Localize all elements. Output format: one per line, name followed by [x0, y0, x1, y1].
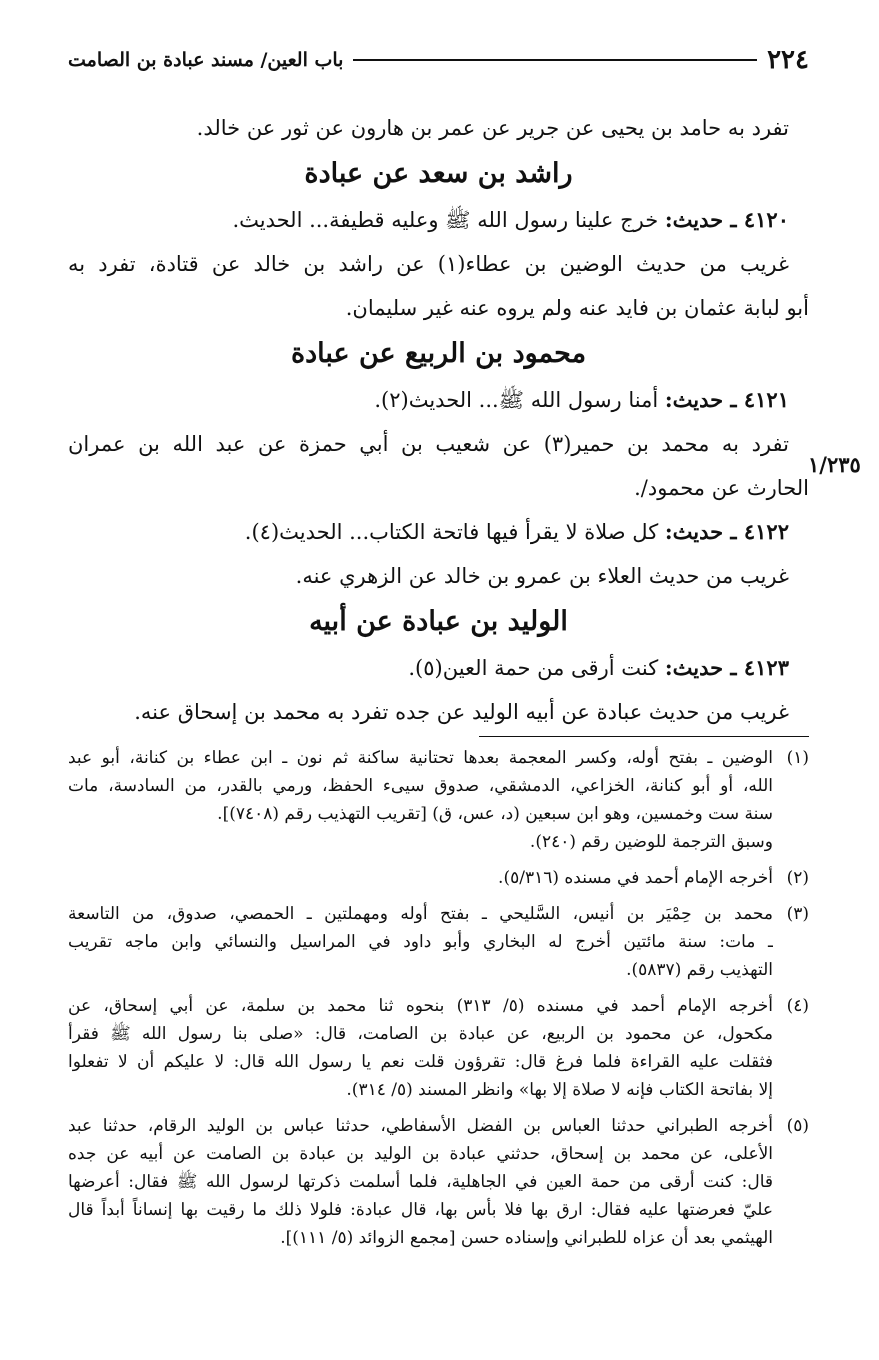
footnote-line: سنة ست وخمسين، وهو ابن سبعين (د، عس، ق) [تقريب التهذيب رقم (٧٤٠٨)]. [217, 804, 773, 824]
footnote-line: أخرجه الطبراني حدثنا العباس بن الفضل الأسفاطي، حدثنا عباس بن الوليد الرقام، حدثنا عبد [68, 1116, 773, 1136]
footnote-number: (٢) [786, 868, 809, 888]
footnote-line: وسبق الترجمة للوضين رقم (٢٤٠). [529, 832, 773, 852]
footnote-1 [68, 744, 809, 856]
hadith-number: ٤١٢٣ ـ حديث: [664, 655, 789, 680]
main-text [68, 106, 809, 734]
footnote-number: (٣) [786, 904, 809, 924]
footnote-number: (٤) [786, 996, 809, 1016]
section-heading: راشد بن سعد عن عبادة [304, 158, 573, 189]
footnote-line: أخرجه الإمام أحمد في مسنده (٥/٣١٦). [498, 868, 773, 888]
footnote-body [68, 864, 773, 892]
footnote-body [68, 744, 773, 856]
hadith-entry-4123 [68, 646, 809, 690]
text-line: غريب من حديث الوضين بن عطاء(١) عن راشد بن خالد عن قتادة، تفرد به [68, 252, 789, 276]
footnote-line: قال: كنت أرقى من حمة العين في الجاهلية، فلما أسلمت ذكرتها لرسول الله ﷺ فقال: أعرضها [68, 1172, 773, 1192]
footnote-line: إلا بفاتحة الكتاب فإنه لا صلاة إلا بها» وانظر المسند (٥/ ٣١٤). [346, 1080, 773, 1100]
hadith-number: ٤١٢٠ ـ حديث: [664, 207, 789, 232]
text-line: تفرد به حامد بن يحيى عن جرير عن عمر بن هارون عن ثور عن خالد. [196, 116, 789, 140]
page-number: ٢٢٤ [767, 45, 809, 75]
footnote-line: الله، أو أبو كنانة، الخزاعي، الدمشقي، صدوق سيىء الحفظ، ورمي بالقدر، من السادسة، مات [68, 776, 773, 796]
footnote-4 [68, 992, 809, 1104]
section-heading: محمود بن الربيع عن عبادة [290, 338, 587, 369]
footnote-2 [68, 864, 809, 892]
text-line: غريب من حديث عبادة عن أبيه الوليد عن جده تفرد به محمد بن إسحاق عنه. [134, 700, 789, 724]
text-line: غريب من حديث العلاء بن عمرو بن خالد عن الزهري عنه. [295, 564, 789, 588]
footnote-5 [68, 1112, 809, 1252]
hadith-entry-4122 [68, 510, 809, 554]
footnote-line: أخرجه الإمام أحمد في مسنده (٥/ ٣١٣) بنحوه ثنا محمد بن سلمة، عن أبي إسحاق، عن [68, 996, 773, 1016]
footnote-number: (٥) [786, 1116, 809, 1136]
section-heading: الوليد بن عبادة عن أبيه [309, 606, 568, 637]
footnote-line: ـ مات: سنة مائتين أخرج له البخاري وأبو داود في المراسيل والنسائي وابن ماجه تقريب [68, 932, 773, 952]
footnote-line: فثقلت عليه القراءة فلما فرغ قال: تقرؤون قلت نعم يا رسول الله قال: لا عليكم أن لا تفعلوا [68, 1052, 773, 1072]
footnote-line: الأعلى، عن محمد بن إسحاق، حدثني عبادة بن الوليد بن عبادة بن الصامت عن أبيه عن جده [68, 1144, 773, 1164]
hadith-text: خرج علينا رسول الله ﷺ وعليه قطيفة... الحديث. [232, 208, 665, 232]
hadith-entry-4121 [68, 378, 809, 422]
footnote-body [68, 1112, 773, 1252]
hadith-text: كل صلاة لا يقرأ فيها فاتحة الكتاب... الحديث(٤). [244, 520, 665, 544]
hadith-number: ٤١٢٢ ـ حديث: [664, 519, 789, 544]
footnote-3 [68, 900, 809, 984]
text-line: تفرد به محمد بن حمير(٣) عن شعيب بن أبي حمزة عن عبد الله بن عمران [68, 432, 789, 456]
page-header [68, 40, 809, 80]
header-rule [353, 59, 757, 61]
hadith-text: كنت أرقى من حمة العين(٥). [408, 656, 665, 680]
footnote-body [68, 992, 773, 1104]
hadith-text: أمنا رسول الله ﷺ... الحديث(٢). [374, 388, 665, 412]
footnotes [68, 744, 809, 1260]
footnote-line: مكحول، عن محمود بن الربيع، عن عبادة بن الصامت، قال: «صلى بنا رسول الله ﷺ فقرأ [68, 1024, 773, 1044]
footnote-line: عليّ فعرضتها عليه فقال: ارق بها فلا بأس بها، قال عبادة: فلولا ذلك ما رقيت بها إنساناً أبداً قال [68, 1200, 773, 1220]
footnote-line: محمد بن حِمْيَر بن أنيس، السَّليحي ـ بفتح أوله ومهملتين ـ الحمصي، صدوق، من التاسعة [68, 904, 773, 924]
manuscript-folio-marker: ١/٢٣٥ [808, 452, 861, 477]
footnote-number: (١) [786, 748, 809, 768]
footnote-body [68, 900, 773, 984]
footnote-line: التهذيب رقم (٥٨٣٧). [626, 960, 773, 980]
text-line: أبو لبابة عثمان بن فايد عنه ولم يروه عنه غير سليمان. [345, 296, 809, 320]
footnote-line: الوضين ـ بفتح أوله، وكسر المعجمة بعدها تحتانية ساكنة ثم نون ـ ابن عطاء بن كنانة، أبو عبد [68, 748, 773, 768]
footnote-separator [479, 736, 809, 737]
footnote-line: الهيثمي بعد أن عزاه للطبراني وإسناده حسن [مجمع الزوائد (٥/ ١١١)]. [280, 1228, 773, 1248]
text-line: الحارث عن محمود/. [634, 476, 809, 500]
hadith-entry-4120 [68, 198, 809, 242]
hadith-number: ٤١٢١ ـ حديث: [664, 387, 789, 412]
running-title: باب العين/ مسند عبادة بن الصامت [68, 49, 344, 71]
